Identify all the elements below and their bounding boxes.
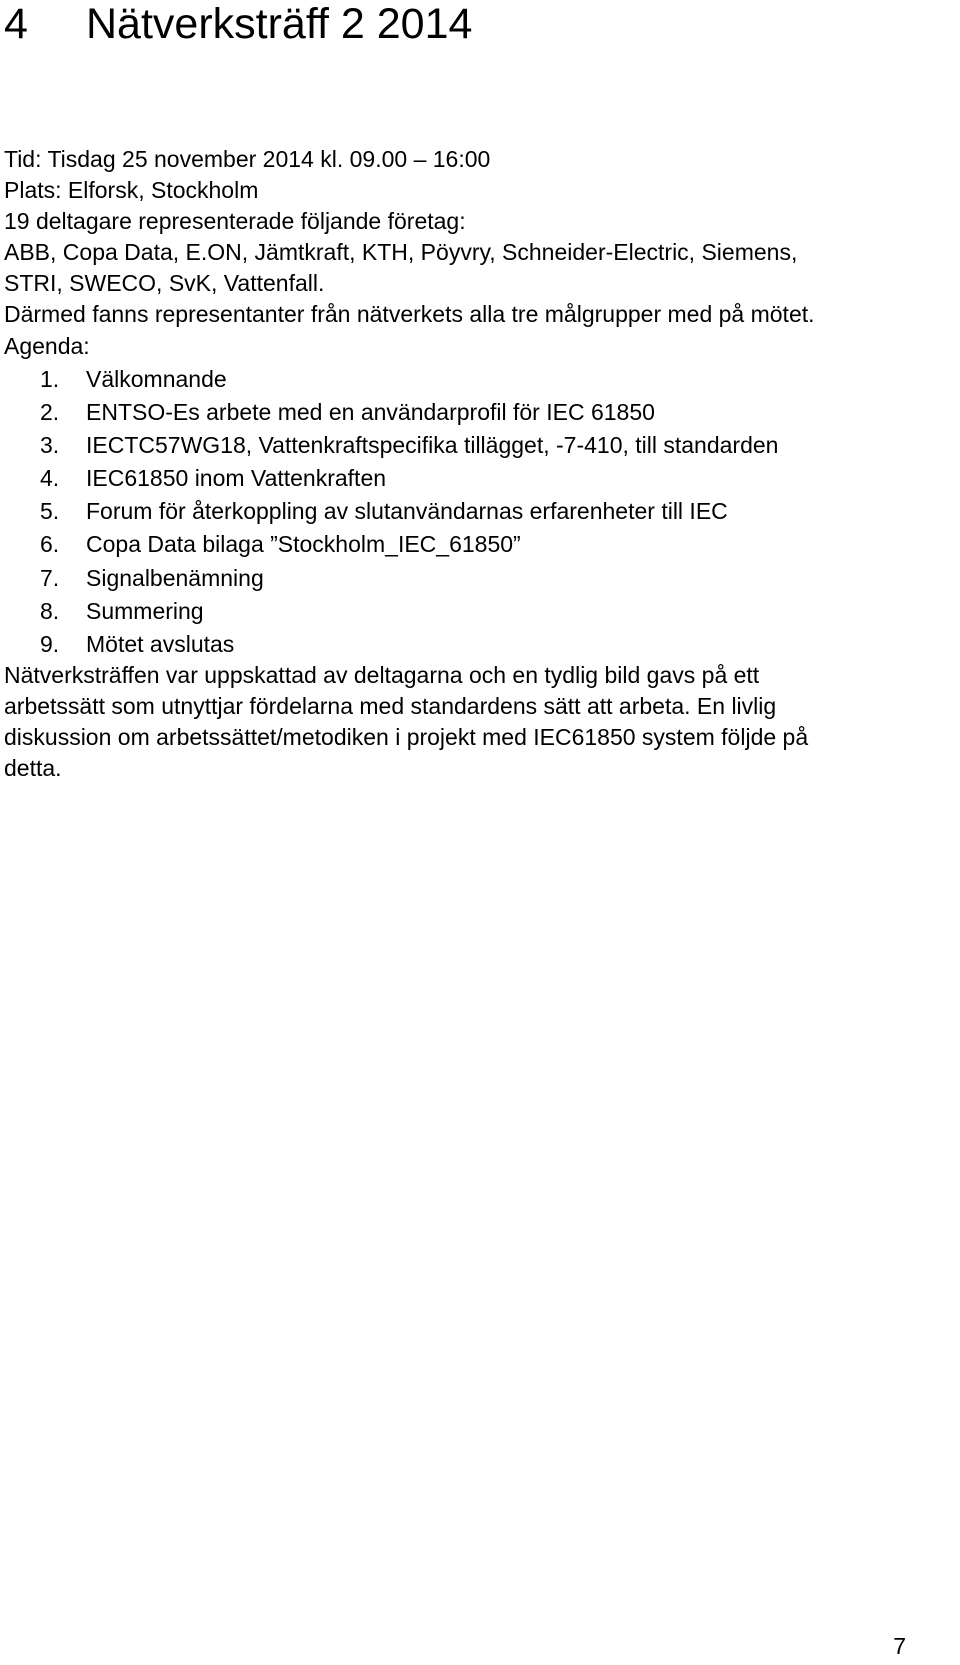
summary-paragraph xyxy=(4,660,944,784)
agenda-item-text: Copa Data bilaga ”Stockholm_IEC_61850” xyxy=(86,531,521,558)
agenda-item-text: Signalbenämning xyxy=(86,564,264,591)
agenda-item-number: 1. xyxy=(40,366,60,392)
meeting-time: Tid: Tisdag 25 november 2014 kl. 09.00 – 16:00 xyxy=(4,146,491,172)
summary-line-3: diskussion om arbetssättet/metodiken i projekt med IEC61850 system följde på xyxy=(4,724,809,750)
agenda-item xyxy=(4,528,521,561)
agenda-item xyxy=(4,628,235,661)
agenda-label: Agenda: xyxy=(4,333,90,359)
agenda-item-number: 4. xyxy=(40,465,60,492)
participants-text: 19 deltagare representerade följande företag: xyxy=(4,208,466,234)
agenda-item-number: 3. xyxy=(40,432,60,459)
agenda-item-text: Forum för återkoppling av slutanvändarnas erfarenheter till IEC xyxy=(86,498,728,525)
agenda-item-number: 9. xyxy=(40,630,60,657)
agenda-list xyxy=(4,363,779,661)
section-heading xyxy=(4,0,472,48)
summary-line-4: detta. xyxy=(4,755,62,781)
section-title: Nätverksträff 2 2014 xyxy=(86,0,473,48)
agenda-item-number: 6. xyxy=(40,531,60,558)
agenda-item xyxy=(4,363,227,396)
agenda-item-number: 5. xyxy=(40,498,60,525)
agenda-item-text: Summering xyxy=(86,597,204,624)
agenda-item-text: ENTSO-Es arbete med en användarprofil för IEC 61850 xyxy=(86,399,655,426)
page-number: 7 xyxy=(893,1633,906,1659)
target-groups-text: Därmed fanns representanter från nätverkets alla tre målgrupper med på mötet. xyxy=(4,301,815,327)
meeting-info xyxy=(4,144,815,330)
agenda-item-number: 7. xyxy=(40,564,60,591)
summary-line-1: Nätverksträffen var uppskattad av deltagarna och en tydlig bild gavs på ett xyxy=(4,662,760,688)
agenda-item xyxy=(4,562,264,595)
companies-line-2: STRI, SWECO, SvK, Vattenfall. xyxy=(4,270,325,296)
agenda-item xyxy=(4,462,387,495)
agenda-item-text: IEC61850 inom Vattenkraften xyxy=(86,465,387,492)
agenda-item-number: 8. xyxy=(40,597,60,624)
agenda-item-number: 2. xyxy=(40,399,60,426)
agenda xyxy=(4,331,779,661)
companies-line-1: ABB, Copa Data, E.ON, Jämtkraft, KTH, Pöyvry, Schneider-Electric, Siemens, xyxy=(4,239,798,265)
agenda-item xyxy=(4,429,779,462)
section-number: 4 xyxy=(4,0,28,48)
agenda-item xyxy=(4,595,204,628)
agenda-item xyxy=(4,495,728,528)
agenda-item-text: Mötet avslutas xyxy=(86,630,235,657)
agenda-item xyxy=(4,396,655,429)
meeting-place: Plats: Elforsk, Stockholm xyxy=(4,177,259,203)
agenda-item-text: Välkomnande xyxy=(86,366,227,392)
agenda-item-text: IECTC57WG18, Vattenkraftspecifika tillägget, -7-410, till standarden xyxy=(86,432,779,459)
summary-line-2: arbetssätt som utnyttjar fördelarna med standardens sätt att arbeta. En livlig xyxy=(4,693,777,719)
